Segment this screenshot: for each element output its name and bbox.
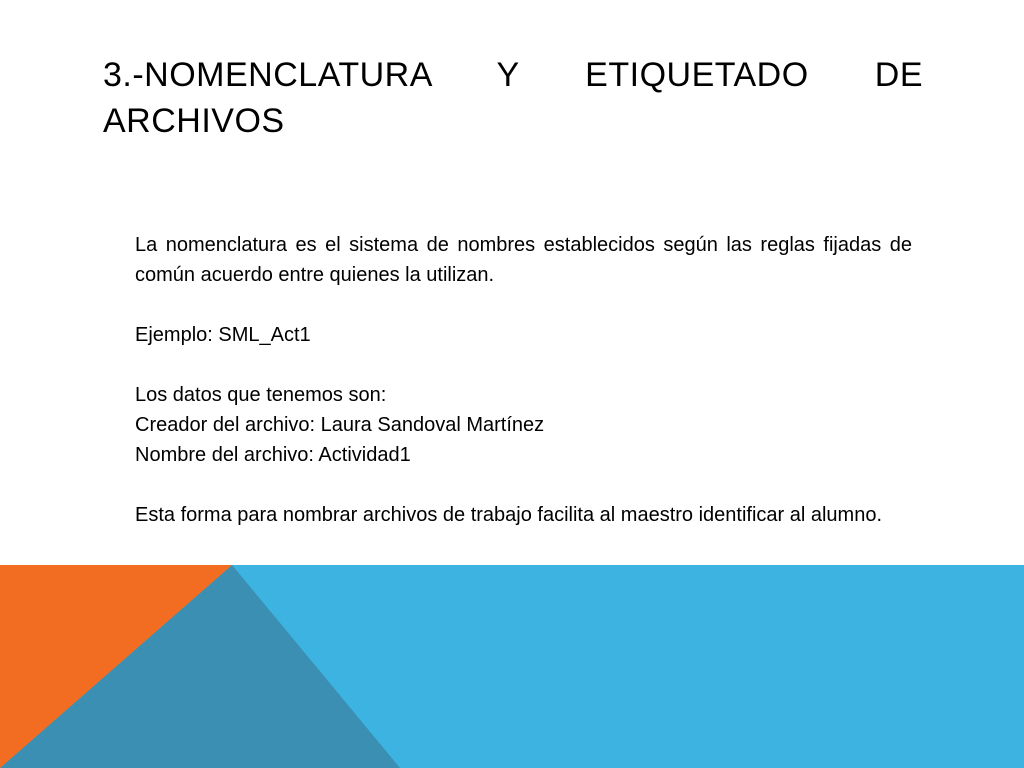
definition-prefix: La — [135, 234, 166, 256]
decorative-footer-shapes — [0, 565, 1024, 768]
data-intro: Los datos que tenemos son: — [135, 384, 387, 406]
filename-label: Nombre del archivo: — [135, 444, 314, 466]
spacer — [135, 350, 912, 380]
definition-paragraph — [135, 230, 912, 290]
example-label: Ejemplo: — [135, 324, 219, 346]
closing-paragraph: Esta forma para nombrar archivos de trabajo facilita al maestro identificar al alumno. — [135, 504, 883, 526]
slide-title: 3.-NOMENCLATURA Y ETIQUETADO DE ARCHIVOS — [103, 56, 923, 140]
creator-label: Creador del archivo: — [135, 414, 316, 436]
creator-line — [135, 410, 912, 440]
creator-value: Laura Sandoval Martínez — [315, 414, 545, 436]
example-line — [135, 320, 912, 350]
filename-value: Actividad1 — [313, 444, 411, 466]
spacer — [135, 290, 912, 320]
slide-body — [135, 230, 912, 530]
filename-line — [135, 440, 912, 470]
definition-term: nomenclatura — [165, 234, 287, 256]
spacer — [135, 470, 912, 500]
example-value: SML_Act1 — [218, 324, 311, 346]
definition-text: es el sistema de nombres establecidos según las reglas fijadas de común acuerdo entre quienes la utilizan. — [135, 234, 912, 286]
